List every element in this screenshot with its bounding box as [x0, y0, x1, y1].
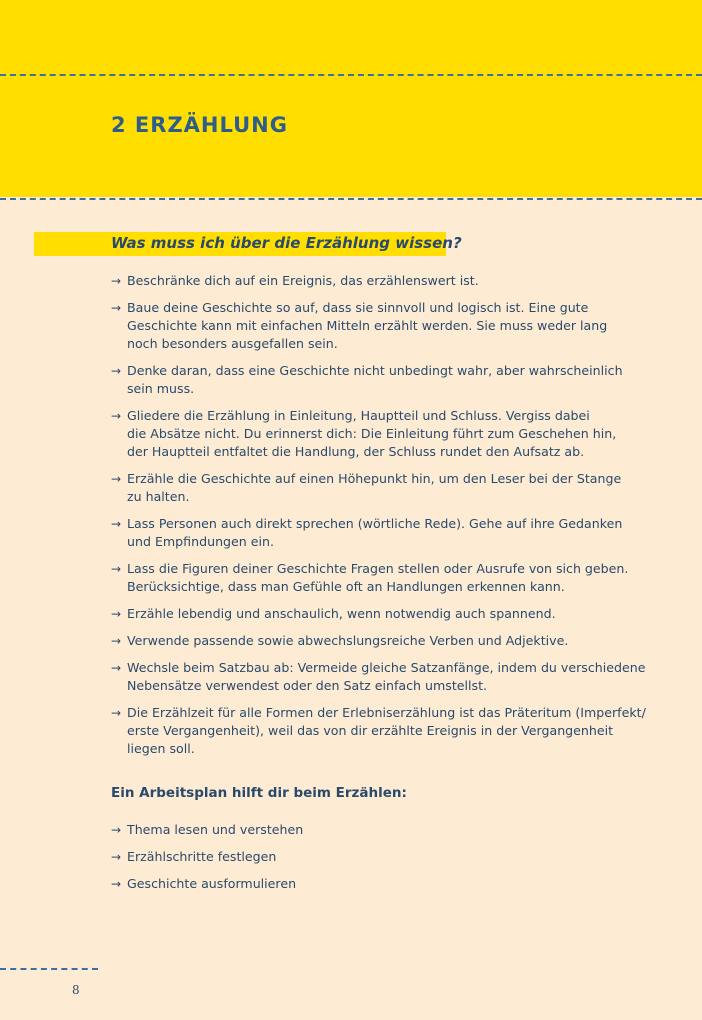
list-item-line: Erzählschritte festlegen: [127, 849, 277, 864]
arrow-right-icon: →: [111, 472, 122, 486]
list-item-line: der Hauptteil entfaltet die Handlung, der Schluss rundet den Aufsatz ab.: [127, 444, 585, 459]
list-item-line: Erzähle lebendig und anschaulich, wenn notwendig auch spannend.: [127, 606, 556, 621]
footer-dashed-rule: [0, 968, 98, 970]
tip-item: [111, 560, 651, 596]
arrow-right-icon: →: [111, 274, 122, 288]
arrow-right-icon: →: [111, 409, 122, 423]
list-item-line: erste Vergangenheit), weil das von dir erzählte Ereignis in der Vergangenheit: [127, 723, 614, 738]
arrow-right-icon: →: [111, 301, 122, 315]
arrow-right-icon: →: [111, 823, 122, 837]
work-plan-step: [111, 821, 651, 839]
work-plan-steps: [111, 821, 651, 902]
list-item-line: die Absätze nicht. Du erinnerst dich: Die Einleitung führt zum Geschehen hin,: [127, 426, 617, 441]
chapter-title: 2 ERZÄHLUNG: [111, 113, 288, 137]
list-item-line: Die Erzählzeit für alle Formen der Erlebniserzählung ist das Präteritum (Imperfekt/: [127, 705, 646, 720]
list-item-line: Denke daran, dass eine Geschichte nicht unbedingt wahr, aber wahrscheinlich: [127, 363, 623, 378]
arrow-right-icon: →: [111, 850, 122, 864]
tip-item: [111, 299, 651, 353]
section-heading: Was muss ich über die Erzählung wissen?: [111, 234, 462, 252]
list-item-line: zu halten.: [127, 489, 190, 504]
tip-item: [111, 470, 651, 506]
list-item-line: sein muss.: [127, 381, 195, 396]
arrow-right-icon: →: [111, 364, 122, 378]
list-item-line: Baue deine Geschichte so auf, dass sie sinnvoll und logisch ist. Eine gute: [127, 300, 589, 315]
arrow-right-icon: →: [111, 877, 122, 891]
arrow-right-icon: →: [111, 706, 122, 720]
list-item-line: Geschichte ausformulieren: [127, 876, 297, 891]
header-top-dashed-rule: [0, 74, 702, 76]
list-item-line: Beschränke dich auf ein Ereignis, das erzählenswert ist.: [127, 273, 479, 288]
arrow-right-icon: →: [111, 661, 122, 675]
list-item-line: Geschichte kann mit einfachen Mitteln erzählt werden. Sie muss weder lang: [127, 318, 608, 333]
tip-item: [111, 272, 651, 290]
tip-item: [111, 515, 651, 551]
tip-item: [111, 704, 651, 758]
list-item-line: Verwende passende sowie abwechslungsreiche Verben und Adjektive.: [127, 633, 569, 648]
arrow-right-icon: →: [111, 634, 122, 648]
list-item-line: noch besonders ausgefallen sein.: [127, 336, 338, 351]
section-heading-highlight: [34, 232, 462, 256]
list-item-line: Thema lesen und verstehen: [127, 822, 304, 837]
tip-item: [111, 659, 651, 695]
chapter-header-band: [0, 0, 702, 197]
list-item-line: Lass Personen auch direkt sprechen (wörtliche Rede). Gehe auf ihre Gedanken: [127, 516, 623, 531]
work-plan-step: [111, 875, 651, 893]
list-item-line: Wechsle beim Satzbau ab: Vermeide gleiche Satzanfänge, indem du verschiedene: [127, 660, 646, 675]
arrow-right-icon: →: [111, 562, 122, 576]
work-plan-heading: Ein Arbeitsplan hilft dir beim Erzählen:: [111, 785, 407, 801]
header-bottom-dashed-rule: [0, 198, 702, 200]
tip-item: [111, 632, 651, 650]
tip-item: [111, 605, 651, 623]
list-item-line: Lass die Figuren deiner Geschichte Fragen stellen oder Ausrufe von sich geben.: [127, 561, 629, 576]
list-item-line: Nebensätze verwendest oder den Satz einfach umstellst.: [127, 678, 488, 693]
list-item-line: Berücksichtige, dass man Gefühle oft an Handlungen erkennen kann.: [127, 579, 565, 594]
list-item-line: Gliedere die Erzählung in Einleitung, Hauptteil und Schluss. Vergiss dabei: [127, 408, 590, 423]
tip-item: [111, 362, 651, 398]
list-item-line: liegen soll.: [127, 741, 195, 756]
list-item-line: Erzähle die Geschichte auf einen Höhepunkt hin, um den Leser bei der Stange: [127, 471, 622, 486]
arrow-right-icon: →: [111, 517, 122, 531]
list-item-line: und Empfindungen ein.: [127, 534, 275, 549]
tips-list: [111, 272, 651, 767]
work-plan-step: [111, 848, 651, 866]
arrow-right-icon: →: [111, 607, 122, 621]
tip-item: [111, 407, 651, 461]
page-number: 8: [72, 983, 80, 997]
